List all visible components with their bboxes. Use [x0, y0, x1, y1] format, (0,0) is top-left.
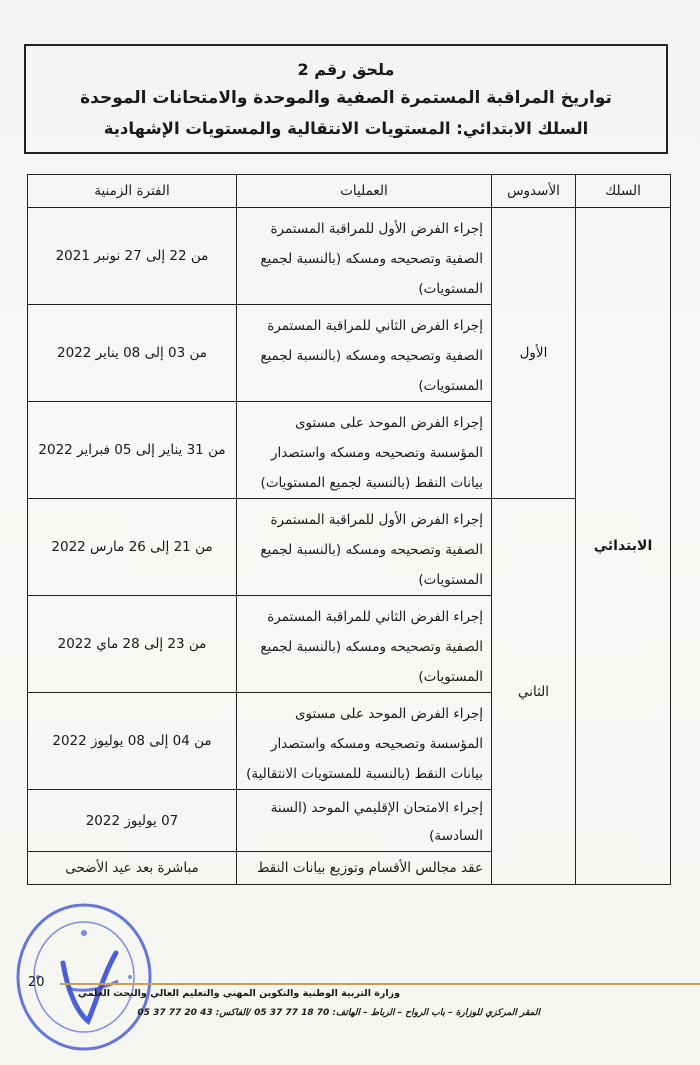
period-cell: من 23 إلى 28 ماي 2022: [28, 596, 237, 693]
cycle-cell: الابتدائي: [576, 208, 671, 885]
footer-ministry: وزارة التربية الوطنية والتكوين المهني والتعليم العالي والبحث العلمي: [77, 988, 400, 999]
period-cell: من 03 إلى 08 يناير 2022: [28, 305, 237, 402]
operation-cell: إجراء الفرض الموحد على مستوى المؤسسة وتصحيحه ومسكه واستصدار بيانات النقط (بالنسبة لجميع المستويات): [237, 402, 492, 499]
operation-cell: إجراء الفرض الأول للمراقبة المستمرة الصفية وتصحيحه ومسكه (بالنسبة لجميع المستويات): [237, 499, 492, 596]
table-row: [28, 499, 671, 596]
period-cell: من 22 إلى 27 نونبر 2021: [28, 208, 237, 305]
annex-number: ملحق رقم 2: [297, 60, 395, 79]
operation-cell: عقد مجالس الأقسام وتوزيع بيانات النقط: [237, 852, 492, 885]
header-semester: الأسدوس: [492, 175, 576, 208]
semester-1-cell: الأول: [492, 208, 576, 499]
header-operations: العمليات: [237, 175, 492, 208]
header-cycle: السلك: [576, 175, 671, 208]
period-cell: 07 يوليوز 2022: [28, 790, 237, 852]
operation-cell: إجراء الفرض الثاني للمراقبة المستمرة الصفية وتصحيحه ومسكه (بالنسبة لجميع المستويات): [237, 305, 492, 402]
header-period: الفترة الزمنية: [28, 175, 237, 208]
operation-cell: إجراء الفرض الأول للمراقبة المستمرة الصفية وتصحيحه ومسكه (بالنسبة لجميع المستويات): [237, 208, 492, 305]
period-cell: من 31 يناير إلى 05 فبراير 2022: [28, 402, 237, 499]
title-box: [24, 44, 668, 154]
period-cell: مباشرة بعد عيد الأضحى: [28, 852, 237, 885]
period-cell: من 04 إلى 08 يوليوز 2022: [28, 693, 237, 790]
semester-2-cell: الثاني: [492, 499, 576, 885]
table-row: [28, 208, 671, 305]
document-title: تواريخ المراقبة المستمرة الصفية والموحدة والامتحانات الموحدة: [80, 88, 612, 108]
document-subtitle: السلك الابتدائي: المستويات الانتقالية والمستويات الإشهادية: [103, 119, 589, 138]
footer-address: المقر المركزي للوزارة – باب الرواح – الرباط – الهاتف: 70 18 77 37 05 /الفاكس: 43 20 77 37 05: [137, 1008, 540, 1018]
operation-cell: إجراء الفرض الثاني للمراقبة المستمرة الصفية وتصحيحه ومسكه (بالنسبة لجميع المستويات): [237, 596, 492, 693]
page-number: 20: [28, 975, 45, 990]
footer-rule: [60, 983, 700, 985]
operation-cell: إجراء الامتحان الإقليمي الموحد (السنة السادسة): [237, 790, 492, 852]
operation-cell: إجراء الفرض الموحد على مستوى المؤسسة وتصحيحه ومسكه واستصدار بيانات النقط (بالنسبة للمستويات الانتقالية): [237, 693, 492, 790]
table-header-row: [28, 175, 671, 208]
schedule-table: [27, 174, 671, 885]
period-cell: من 21 إلى 26 مارس 2022: [28, 499, 237, 596]
